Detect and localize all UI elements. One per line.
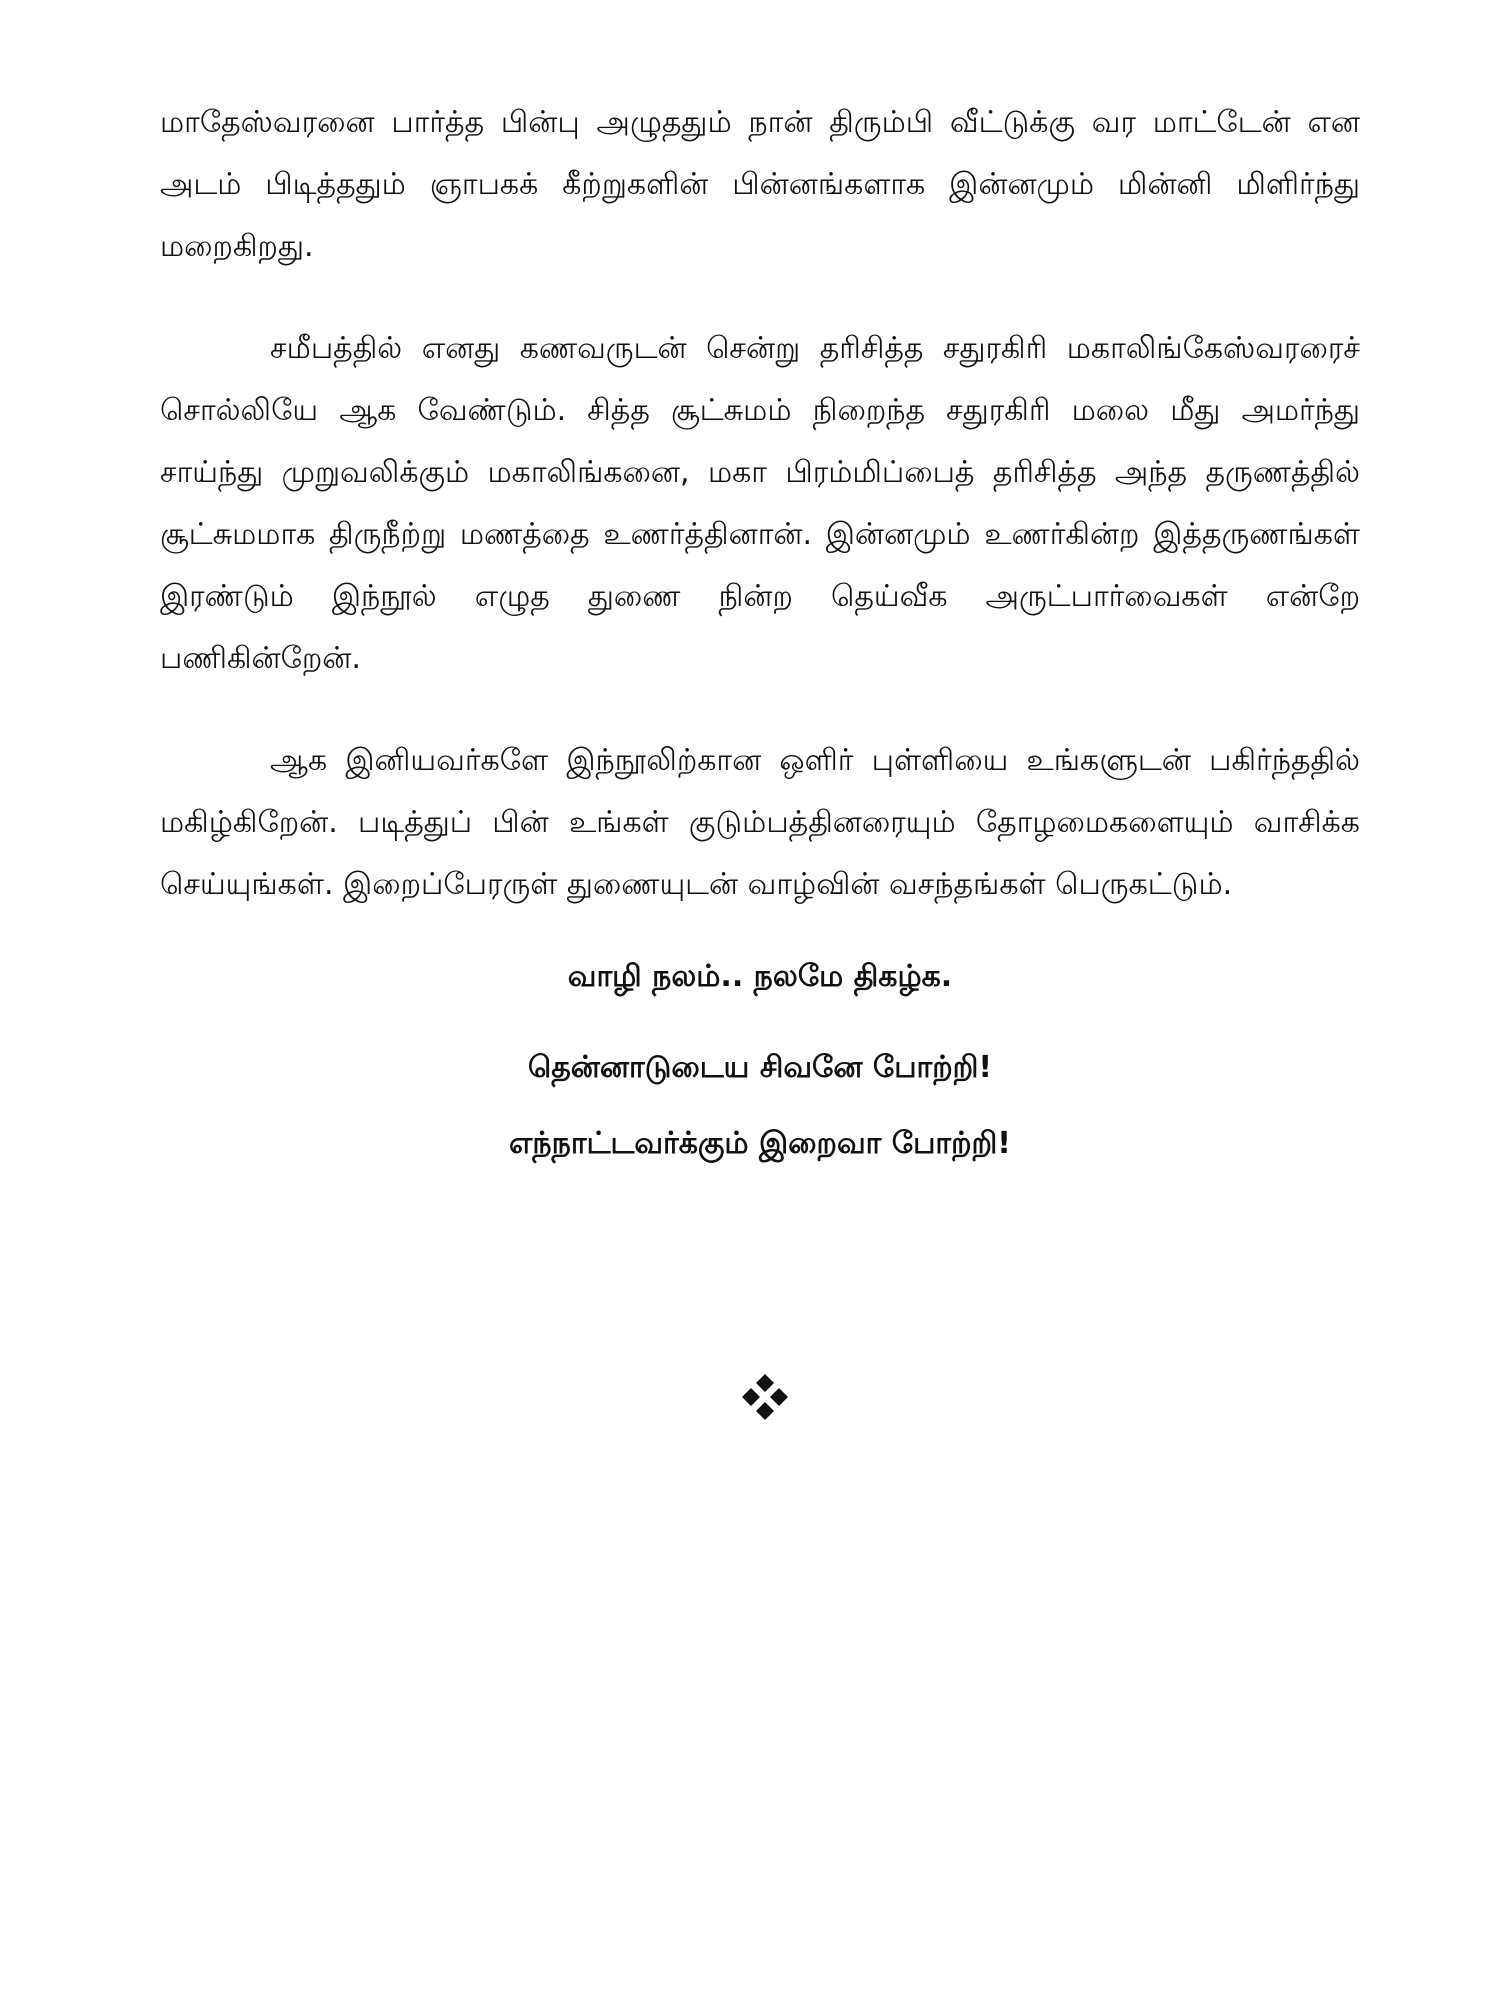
closing-praise-line-2: எந்நாட்டவர்க்கும் இறைவா போற்றி! xyxy=(508,1126,1011,1161)
paragraph-sathuragiri: சமீபத்தில் எனது கணவருடன் சென்று தரிசித்த சதுரகிரி மகாலிங்கேஸ்வரரைச் சொல்லியே ஆக வேண்டும். சித்த சூட்சுமம் நிறைந்த சதுரகிரி மலை மீது அமர்ந்து சாய்ந்து முறுவலிக்கும் மகாலிங்கனை, மகா பிரம்மிப்பைத் தரிசித்த அந்த தருணத்தில் சூட்சுமமாக திருநீற்று மணத்தை உணர்த்தினான். இன்னமும் உணர்கின்ற இத்தருணங்கள் இரண்டும் இந்நூல் எழுத துணை நின்ற தெய்வீக அருட்பார்வைகள் என்றே பணிகின்றேன். xyxy=(160,331,1360,676)
paragraph-memories: மாதேஸ்வரனை பார்த்த பின்பு அழுததும் நான் திரும்பி வீட்டுக்கு வர மாட்டேன் என அடம் பிடித்ததும் ஞாபகக் கீற்றுகளின் பின்னங்களாக இன்னமும் மின்னி மிளிர்ந்து மறைகிறது. xyxy=(160,105,1360,264)
closing-blessing: வாழி நலம்.. நலமே திகழ்க. xyxy=(567,959,953,994)
document-page xyxy=(160,92,1360,1182)
four-diamond-ornament-icon xyxy=(740,1372,790,1422)
closing-praise-line-1: தென்னாடுடைய சிவனே போற்றி! xyxy=(527,1050,993,1085)
paragraph-invitation: ஆக இனியவர்களே இந்நூலிற்கான ஒளிர் புள்ளியை உங்களுடன் பகிர்ந்ததில் மகிழ்கிறேன். படித்துப் பின் உங்கள் குடும்பத்தினரையும் தோழமைகளையும் வாசிக்க செய்யுங்கள். இறைப்பேரருள் துணையுடன் வாழ்வின் வசந்தங்கள் பெருகட்டும். xyxy=(160,743,1360,902)
